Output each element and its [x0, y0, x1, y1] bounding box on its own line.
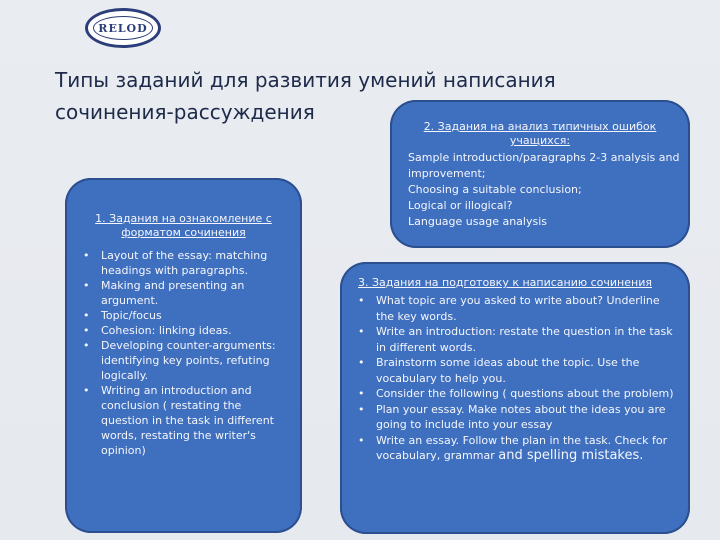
panel-error-analysis: [390, 100, 690, 248]
list-item: • Developing counter-arguments: identifying key points, refuting logically.: [79, 338, 289, 383]
text-line: Choosing a suitable conclusion;: [408, 183, 582, 196]
text-line: Logical or illogical?: [408, 199, 513, 212]
last-item-end: and spelling mistakes.: [498, 448, 644, 463]
title-line-1: Типы заданий для развития умений написания: [55, 68, 556, 92]
last-item-start: Write an essay. Follow the plan in the task. Check for vocabulary, grammar: [376, 433, 668, 462]
text-line: Sample introduction/paragraphs 2-3 analysis and improvement;: [408, 151, 680, 180]
panel-format-tasks: [65, 178, 302, 533]
list-item: • What topic are you asked to write about? Underline the key words.: [354, 293, 676, 324]
list-item: • Consider the following ( questions about the problem): [354, 386, 676, 402]
list-item: • Write an introduction: restate the question in the task in different words.: [354, 324, 676, 355]
logo-text: RELOD: [93, 16, 153, 40]
panel-1-heading: 1. Задания на ознакомление с форматом сочинения: [95, 212, 272, 239]
panel-2-heading: 2. Задания на анализ типичных ошибок учащихся:: [423, 120, 657, 147]
list-item: • Writing an introduction and conclusion ( restating the question in the task in different words, restating the writer's opinion): [79, 383, 289, 458]
title-line-2: сочинения-рассуждения: [55, 100, 315, 124]
panel-essay-preparation: [340, 262, 690, 534]
list-item: • Layout of the essay: matching headings with paragraphs.: [79, 248, 289, 278]
list-item: • Brainstorm some ideas about the topic. Use the vocabulary to help you.: [354, 355, 676, 386]
list-item: [354, 433, 676, 464]
panel-1-list: [79, 248, 289, 458]
text-line: Language usage analysis: [408, 215, 548, 228]
panel-2-lines: [408, 150, 690, 230]
relod-logo: [85, 8, 161, 48]
list-item: • Cohesion: linking ideas.: [79, 323, 289, 338]
panel-3-heading: 3. Задания на подготовку к написанию сочинения: [358, 276, 652, 289]
list-item: • Making and presenting an argument.: [79, 278, 289, 308]
list-item: • Topic/focus: [79, 308, 289, 323]
panel-3-list: [354, 293, 676, 464]
list-item: • Plan your essay. Make notes about the ideas you are going to include into your essay: [354, 402, 676, 433]
